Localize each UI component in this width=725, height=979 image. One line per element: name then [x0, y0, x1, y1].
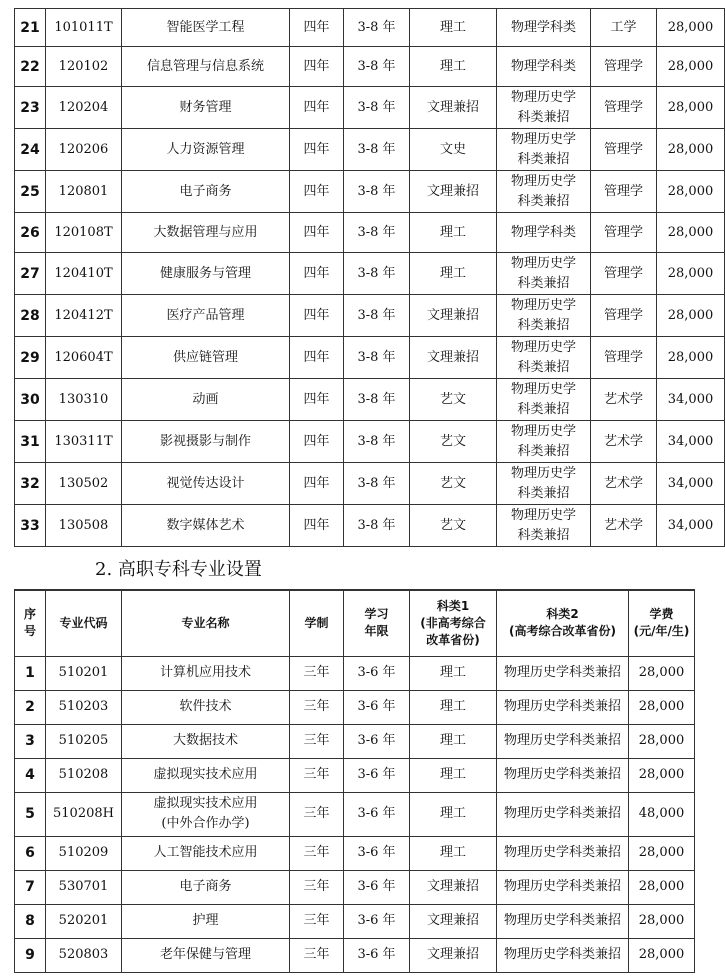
- study-years: 3-8 年: [344, 505, 410, 547]
- program-length: 四年: [290, 9, 344, 47]
- category: 理工: [410, 253, 497, 295]
- header-category1: 科类1 (非高考综合 改革省份): [410, 590, 497, 656]
- table-row: [15, 505, 725, 547]
- tuition-fee: 28,000: [657, 47, 725, 87]
- category: 文史: [410, 129, 497, 171]
- row-number: 30: [15, 379, 46, 421]
- program-length: 四年: [290, 295, 344, 337]
- discipline: 艺术学: [591, 505, 657, 547]
- row-number: 28: [15, 295, 46, 337]
- header-category2: 科类2 (高考综合改革省份): [497, 590, 629, 656]
- header-name: 专业名称: [122, 590, 290, 656]
- subject-category: 物理历史学 科类兼招: [497, 295, 591, 337]
- tuition-fee: 28,000: [629, 656, 695, 690]
- major-code: 510203: [46, 690, 122, 724]
- subject-category: 物理历史学 科类兼招: [497, 505, 591, 547]
- program-length: 四年: [290, 87, 344, 129]
- program-length: 四年: [290, 337, 344, 379]
- study-years: 3-6 年: [344, 656, 410, 690]
- program-length: 四年: [290, 463, 344, 505]
- category-2: 物理历史学科类兼招: [497, 724, 629, 758]
- major-code: 120204: [46, 87, 122, 129]
- row-number: 25: [15, 171, 46, 213]
- major-name: 人力资源管理: [122, 129, 290, 171]
- category: 理工: [410, 47, 497, 87]
- row-number: 32: [15, 463, 46, 505]
- tuition-fee: 34,000: [657, 379, 725, 421]
- study-years: 3-8 年: [344, 87, 410, 129]
- category: 文理兼招: [410, 337, 497, 379]
- category-1: 文理兼招: [410, 938, 497, 972]
- study-years: 3-8 年: [344, 421, 410, 463]
- discipline: 管理学: [591, 213, 657, 253]
- table-row: [15, 724, 695, 758]
- table-row: [15, 9, 725, 47]
- tuition-fee: 28,000: [657, 171, 725, 213]
- discipline: 艺术学: [591, 463, 657, 505]
- major-name: 健康服务与管理: [122, 253, 290, 295]
- category-1: 理工: [410, 792, 497, 836]
- category-1: 理工: [410, 758, 497, 792]
- subject-category: 物理历史学 科类兼招: [497, 463, 591, 505]
- study-years: 3-6 年: [344, 758, 410, 792]
- study-years: 3-8 年: [344, 295, 410, 337]
- category: 理工: [410, 9, 497, 47]
- discipline: 管理学: [591, 253, 657, 295]
- category-2: 物理历史学科类兼招: [497, 938, 629, 972]
- major-code: 130310: [46, 379, 122, 421]
- row-number: 6: [15, 836, 46, 870]
- discipline: 管理学: [591, 295, 657, 337]
- program-length: 四年: [290, 505, 344, 547]
- category-2: 物理历史学科类兼招: [497, 904, 629, 938]
- major-code: 530701: [46, 870, 122, 904]
- major-code: 120410T: [46, 253, 122, 295]
- table-row: [15, 904, 695, 938]
- major-code: 120108T: [46, 213, 122, 253]
- tuition-fee: 48,000: [629, 792, 695, 836]
- program-length: 四年: [290, 421, 344, 463]
- row-number: 23: [15, 87, 46, 129]
- table-row: [15, 938, 695, 972]
- table-row: [15, 836, 695, 870]
- study-years: 3-6 年: [344, 938, 410, 972]
- table-row: [15, 253, 725, 295]
- table-row: [15, 421, 725, 463]
- tuition-fee: 34,000: [657, 463, 725, 505]
- tuition-fee: 28,000: [657, 253, 725, 295]
- subject-category: 物理历史学 科类兼招: [497, 421, 591, 463]
- study-years: 3-8 年: [344, 253, 410, 295]
- program-length: 四年: [290, 253, 344, 295]
- study-years: 3-6 年: [344, 690, 410, 724]
- category-1: 理工: [410, 690, 497, 724]
- major-name: 供应链管理: [122, 337, 290, 379]
- major-name: 计算机应用技术: [122, 656, 290, 690]
- subject-category: 物理历史学 科类兼招: [497, 253, 591, 295]
- study-years: 3-8 年: [344, 379, 410, 421]
- subject-category: 物理历史学 科类兼招: [497, 87, 591, 129]
- tuition-fee: 28,000: [657, 87, 725, 129]
- category: 理工: [410, 213, 497, 253]
- table-row: [15, 337, 725, 379]
- subject-category: 物理学科类: [497, 47, 591, 87]
- major-name: 软件技术: [122, 690, 290, 724]
- subject-category: 物理历史学 科类兼招: [497, 171, 591, 213]
- tuition-fee: 28,000: [657, 213, 725, 253]
- category-1: 理工: [410, 836, 497, 870]
- major-name: 人工智能技术应用: [122, 836, 290, 870]
- category: 艺文: [410, 505, 497, 547]
- program-length: 四年: [290, 47, 344, 87]
- table-header-row: [15, 590, 695, 656]
- tuition-fee: 28,000: [629, 758, 695, 792]
- program-length: 四年: [290, 379, 344, 421]
- category: 文理兼招: [410, 87, 497, 129]
- row-number: 2: [15, 690, 46, 724]
- row-number: 31: [15, 421, 46, 463]
- row-number: 21: [15, 9, 46, 47]
- major-name: 数字媒体艺术: [122, 505, 290, 547]
- table-row: [15, 171, 725, 213]
- major-name: 护理: [122, 904, 290, 938]
- row-number: 1: [15, 656, 46, 690]
- major-name: 动画: [122, 379, 290, 421]
- vocational-majors-table: [14, 589, 695, 973]
- header-system: 学制: [290, 590, 344, 656]
- study-years: 3-6 年: [344, 836, 410, 870]
- major-name: 影视摄影与制作: [122, 421, 290, 463]
- table-row: [15, 47, 725, 87]
- discipline: 艺术学: [591, 421, 657, 463]
- major-code: 101011T: [46, 9, 122, 47]
- tuition-fee: 34,000: [657, 421, 725, 463]
- subject-category: 物理历史学 科类兼招: [497, 379, 591, 421]
- category-2: 物理历史学科类兼招: [497, 836, 629, 870]
- program-length: 四年: [290, 213, 344, 253]
- category-2: 物理历史学科类兼招: [497, 870, 629, 904]
- tuition-fee: 28,000: [629, 690, 695, 724]
- program-length: 三年: [290, 656, 344, 690]
- category-2: 物理历史学科类兼招: [497, 690, 629, 724]
- category-2: 物理历史学科类兼招: [497, 792, 629, 836]
- major-name: 虚拟现实技术应用 (中外合作办学): [122, 792, 290, 836]
- major-code: 130508: [46, 505, 122, 547]
- study-years: 3-8 年: [344, 47, 410, 87]
- tuition-fee: 28,000: [657, 9, 725, 47]
- category: 文理兼招: [410, 171, 497, 213]
- category: 艺文: [410, 421, 497, 463]
- row-number: 4: [15, 758, 46, 792]
- row-number: 7: [15, 870, 46, 904]
- tuition-fee: 28,000: [657, 295, 725, 337]
- major-code: 120801: [46, 171, 122, 213]
- study-years: 3-8 年: [344, 9, 410, 47]
- header-no: 序 号: [15, 590, 46, 656]
- undergraduate-majors-table: [14, 8, 725, 547]
- table-row: [15, 870, 695, 904]
- major-name: 智能医学工程: [122, 9, 290, 47]
- major-name: 信息管理与信息系统: [122, 47, 290, 87]
- table-row: [15, 758, 695, 792]
- major-code: 120412T: [46, 295, 122, 337]
- major-code: 520201: [46, 904, 122, 938]
- program-length: 四年: [290, 171, 344, 213]
- category: 艺文: [410, 379, 497, 421]
- program-length: 四年: [290, 129, 344, 171]
- major-code: 120604T: [46, 337, 122, 379]
- study-years: 3-6 年: [344, 870, 410, 904]
- row-number: 22: [15, 47, 46, 87]
- row-number: 24: [15, 129, 46, 171]
- discipline: 管理学: [591, 129, 657, 171]
- header-fee: 学费 (元/年/生): [629, 590, 695, 656]
- program-length: 三年: [290, 870, 344, 904]
- row-number: 8: [15, 904, 46, 938]
- row-number: 26: [15, 213, 46, 253]
- category-1: 文理兼招: [410, 904, 497, 938]
- study-years: 3-6 年: [344, 724, 410, 758]
- category-1: 文理兼招: [410, 870, 497, 904]
- major-name: 虚拟现实技术应用: [122, 758, 290, 792]
- discipline: 管理学: [591, 87, 657, 129]
- table-row: [15, 656, 695, 690]
- row-number: 27: [15, 253, 46, 295]
- discipline: 管理学: [591, 47, 657, 87]
- tuition-fee: 28,000: [629, 724, 695, 758]
- study-years: 3-8 年: [344, 213, 410, 253]
- table-row: [15, 792, 695, 836]
- tuition-fee: 28,000: [629, 938, 695, 972]
- tuition-fee: 28,000: [629, 904, 695, 938]
- discipline: 管理学: [591, 337, 657, 379]
- major-name: 视觉传达设计: [122, 463, 290, 505]
- program-length: 三年: [290, 792, 344, 836]
- subject-category: 物理历史学 科类兼招: [497, 337, 591, 379]
- tuition-fee: 28,000: [657, 337, 725, 379]
- row-number: 29: [15, 337, 46, 379]
- major-code: 130502: [46, 463, 122, 505]
- major-name: 大数据管理与应用: [122, 213, 290, 253]
- study-years: 3-8 年: [344, 337, 410, 379]
- table-row: [15, 87, 725, 129]
- category-1: 理工: [410, 656, 497, 690]
- major-name: 电子商务: [122, 171, 290, 213]
- row-number: 9: [15, 938, 46, 972]
- major-name: 电子商务: [122, 870, 290, 904]
- major-code: 510201: [46, 656, 122, 690]
- subject-category: 物理学科类: [497, 213, 591, 253]
- major-name: 大数据技术: [122, 724, 290, 758]
- major-code: 510205: [46, 724, 122, 758]
- row-number: 33: [15, 505, 46, 547]
- subject-category: 物理历史学 科类兼招: [497, 129, 591, 171]
- row-number: 3: [15, 724, 46, 758]
- table-row: [15, 379, 725, 421]
- discipline: 工学: [591, 9, 657, 47]
- study-years: 3-8 年: [344, 129, 410, 171]
- major-code: 520803: [46, 938, 122, 972]
- category-1: 理工: [410, 724, 497, 758]
- program-length: 三年: [290, 758, 344, 792]
- major-code: 510209: [46, 836, 122, 870]
- major-code: 510208: [46, 758, 122, 792]
- category-2: 物理历史学科类兼招: [497, 656, 629, 690]
- major-code: 130311T: [46, 421, 122, 463]
- study-years: 3-6 年: [344, 792, 410, 836]
- discipline: 管理学: [591, 171, 657, 213]
- tuition-fee: 28,000: [629, 870, 695, 904]
- category: 文理兼招: [410, 295, 497, 337]
- table-row: [15, 213, 725, 253]
- table-row: [15, 463, 725, 505]
- program-length: 三年: [290, 938, 344, 972]
- major-name: 财务管理: [122, 87, 290, 129]
- program-length: 三年: [290, 904, 344, 938]
- major-code: 120206: [46, 129, 122, 171]
- study-years: 3-6 年: [344, 904, 410, 938]
- tuition-fee: 28,000: [657, 129, 725, 171]
- major-code: 510208H: [46, 792, 122, 836]
- subject-category: 物理学科类: [497, 9, 591, 47]
- discipline: 艺术学: [591, 379, 657, 421]
- table-row: [15, 295, 725, 337]
- table-row: [15, 690, 695, 724]
- header-code: 专业代码: [46, 590, 122, 656]
- program-length: 三年: [290, 724, 344, 758]
- category: 艺文: [410, 463, 497, 505]
- header-years: 学习 年限: [344, 590, 410, 656]
- study-years: 3-8 年: [344, 171, 410, 213]
- major-name: 老年保健与管理: [122, 938, 290, 972]
- category-2: 物理历史学科类兼招: [497, 758, 629, 792]
- major-code: 120102: [46, 47, 122, 87]
- major-name: 医疗产品管理: [122, 295, 290, 337]
- study-years: 3-8 年: [344, 463, 410, 505]
- tuition-fee: 28,000: [629, 836, 695, 870]
- tuition-fee: 34,000: [657, 505, 725, 547]
- section-heading: 2. 高职专科专业设置: [95, 559, 262, 580]
- row-number: 5: [15, 792, 46, 836]
- program-length: 三年: [290, 690, 344, 724]
- table-row: [15, 129, 725, 171]
- program-length: 三年: [290, 836, 344, 870]
